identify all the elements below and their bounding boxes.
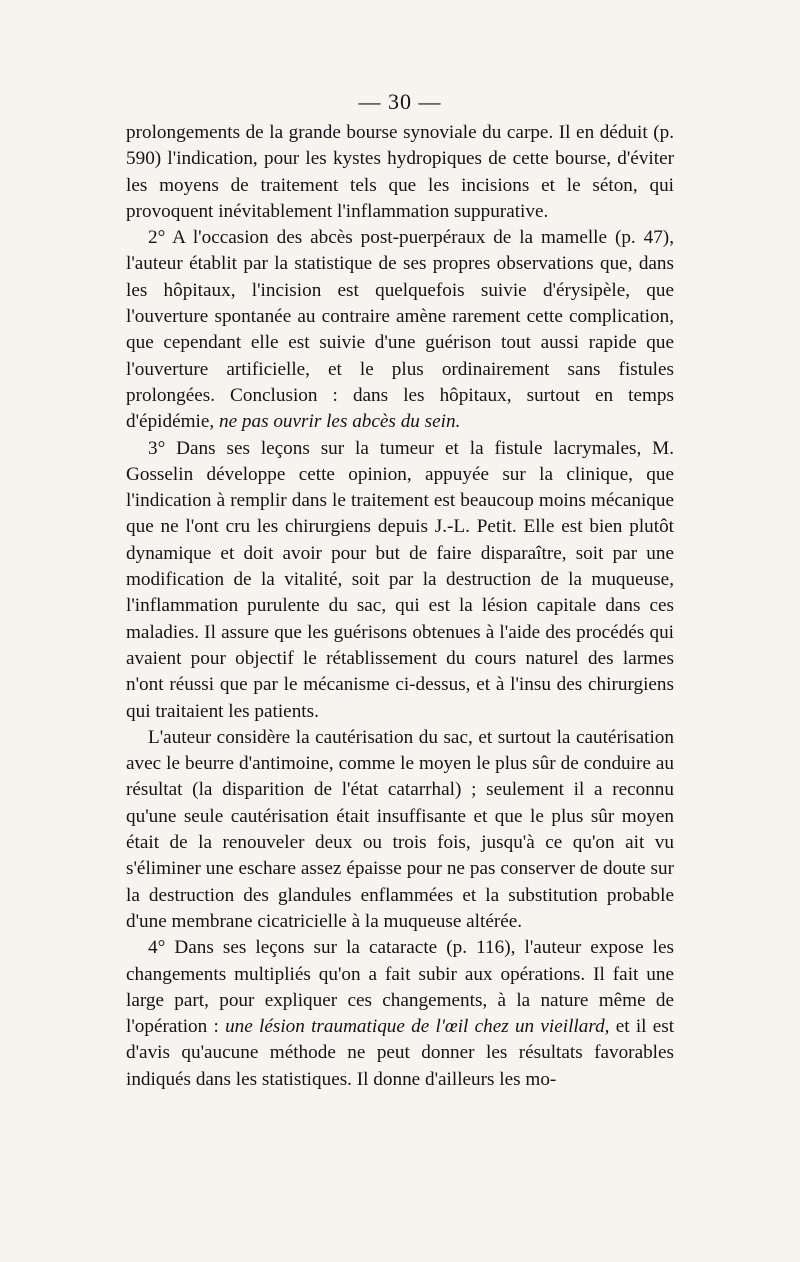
paragraph-text: L'auteur considère la cautérisation du sac, et surtout la cautérisation avec le beurre d'antimoine, comme le moyen le plus sûr de conduire au résultat (la disparition de l'état catarrhal) ; seulement il a reconnu qu'une seule cautérisation était insuffisante et que le plus sûr moyen était de la renouveler deux ou trois fois, jusqu'à ce qu'on ait vu s'éliminer une eschare assez épaisse pour ne pas conserver de doute sur la destruction des glandules enflammées et la substitution probable d'une membrane cicatricielle à la muqueuse altérée. [126,726,674,932]
paragraph-cauterisation [126,725,674,935]
paragraph-text: 2° A l'occasion des abcès post-puerpéraux de la mamelle (p. 47), l'auteur établit par la statistique de ses propres observations que, dans les hôpitaux, l'incision est quelquefois suivie d'érysipèle, que l'ouverture spontanée au contraire amène rarement cette complication, que cependant elle est suivie d'une guérison tout aussi rapide que l'ouverture artificielle, et le plus ordinairement sans fistules prolongées. Conclusion : dans les hôpitaux, surtout en temps d'épidémie, [126,227,674,433]
italic-lesion: une lésion traumatique de l'œil chez un vieillard, [225,1016,610,1038]
paragraph-text: et il est d'avis qu'aucune méthode ne peut donner les résultats favorables indiqués dans les statistiques. Il donne d'ailleurs les mo- [126,1016,675,1090]
paragraph-text: prolongements de la grande bourse synoviale du carpe. Il en déduit (p. 590) l'indication, pour les kystes hydropiques de cette bourse, d'éviter les moyens de traitement tels que les incisions et le séton, qui provoquent inévitablement l'inflammation suppurative. [126,122,674,222]
book-page [126,88,674,1093]
paragraph-text: 3° Dans ses leçons sur la tumeur et la fistule lacrymales, M. Gosselin développe cette opinion, appuyée sur la clinique, que l'indication à remplir dans le traitement est beaucoup moins mécanique que ne l'ont cru les chirurgiens depuis J.-L. Petit. Elle est bien plutôt dynamique et doit avoir pour but de faire disparaître, soit par une modification de la vitalité, soit par la destruction de la muqueuse, l'inflammation purulente du sac, qui est la lésion capitale dans ces maladies. Il assure que les guérisons obtenues à l'aide des procédés qui avaient pour objectif le rétablissement du cours naturel des larmes n'ont réussi que par le mécanisme ci-dessus, et à l'insu des chirurgiens qui traitaient les patients. [126,437,674,722]
paragraph-continuation [126,120,674,225]
page-number: — 30 — [358,89,442,114]
italic-conclusion: ne pas ouvrir les abcès du sein. [218,411,461,433]
paragraph-abces-mamelle [126,225,674,435]
paragraph-cataracte [126,935,674,1093]
paragraph-text: 4° Dans ses leçons sur la cataracte (p. 116), l'auteur expose les changements multipliés qu'on a fait subir aux opérations. Il fait une large part, pour expliquer ces changements, à la nature même de l'opération : [126,937,674,1038]
paragraph-fistule-lacrymale [126,436,674,725]
